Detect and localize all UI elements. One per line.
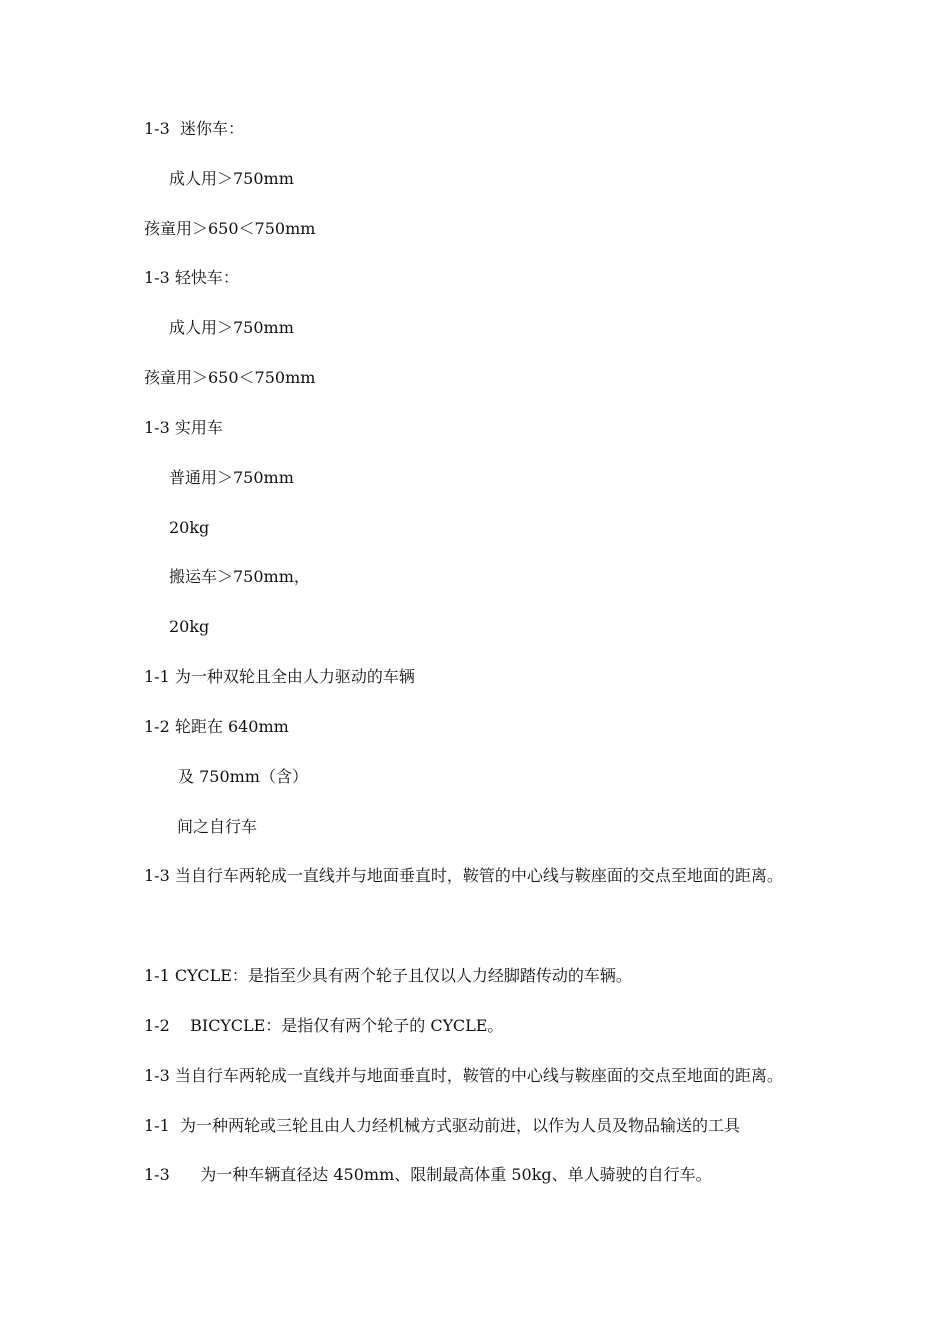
definition-line: 1-3 当自行车两轮成一直线并与地面垂直时，鞍管的中心线与鞍座面的交点至地面的距离。 <box>144 1066 783 1085</box>
spec-line: 20kg <box>169 617 210 636</box>
spec-line: 搬运车＞750mm， <box>169 567 310 586</box>
definition-line: 1-1 为一种两轮或三轮且由人力经机械方式驱动前进，以作为人员及物品输送的工具 <box>144 1116 740 1135</box>
definition-line: 1-3 当自行车两轮成一直线并与地面垂直时，鞍管的中心线与鞍座面的交点至地面的距离。 <box>144 866 783 885</box>
definition-line: 1-3 为一种车辆直径达 450mm、限制最高体重 50kg、单人骑驶的自行车。 <box>144 1165 712 1184</box>
section-heading-utility-bike: 1-3 实用车 <box>144 418 223 437</box>
spec-line: 普通用＞750mm <box>169 468 294 487</box>
definition-line: 1-1 CYCLE：是指至少具有两个轮子且仅以人力经脚踏传动的车辆。 <box>144 966 632 985</box>
section-heading-light-bike: 1-3 轻快车： <box>144 268 239 287</box>
spec-line: 20kg <box>169 518 210 537</box>
spec-line: 成人用＞750mm <box>169 169 294 188</box>
definition-line: 及 750mm（含） <box>178 767 308 786</box>
definition-line: 1-2 轮距在 640mm <box>144 717 289 736</box>
definition-line: 间之自行车 <box>177 817 258 836</box>
spec-line: 孩童用＞650＜750mm <box>144 219 316 238</box>
spec-line: 孩童用＞650＜750mm <box>144 368 316 387</box>
spec-line: 成人用＞750mm <box>169 318 294 337</box>
definition-line: 1-1 为一种双轮且全由人力驱动的车辆 <box>144 667 415 686</box>
section-heading-mini-bike: 1-3 迷你车： <box>144 119 244 138</box>
definition-line: 1-2 BICYCLE：是指仅有两个轮子的 CYCLE。 <box>144 1016 504 1035</box>
